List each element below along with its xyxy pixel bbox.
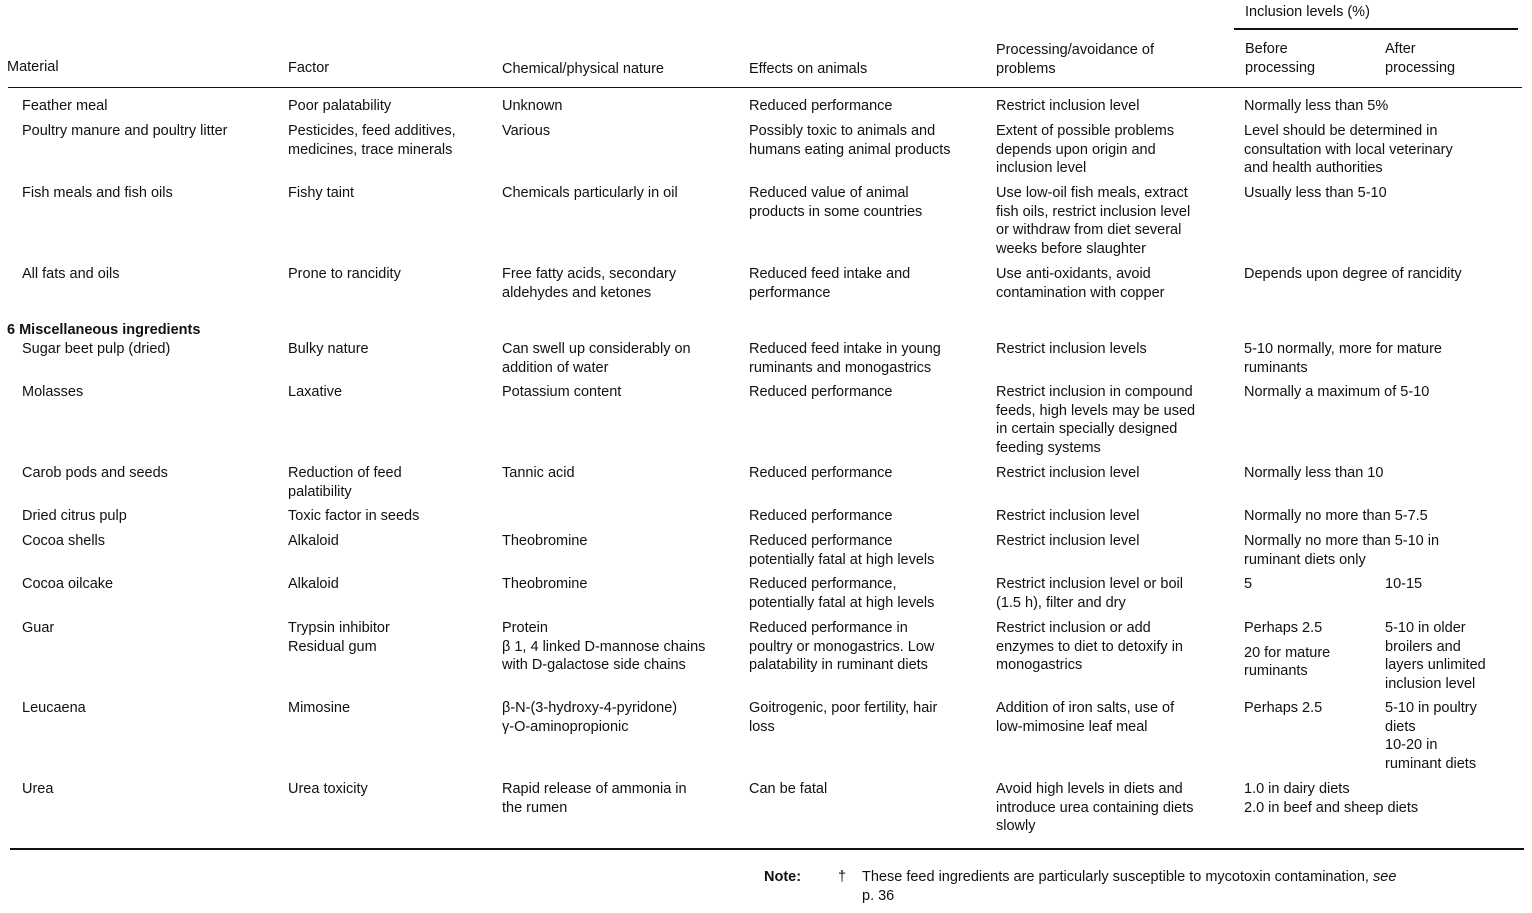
cell-material [22,507,127,526]
cell-line: loss [749,718,775,735]
cell-material [22,699,86,718]
cell-nature [502,265,676,302]
cell-line: 5 [1244,576,1253,592]
cell-line: Avoid high levels in diets and [996,781,1183,797]
cell-material [22,532,105,551]
cell-line: β-N-(3-hydroxy-4-pyridone) [502,700,678,716]
cell-line: ruminant diets only [1244,551,1366,568]
cell-factor [288,575,339,594]
cell-material [22,97,107,116]
cell-nature [502,97,562,116]
cell-factor [288,532,339,551]
cell-nature [502,532,587,551]
cell-line: Reduced performance in [749,620,908,636]
cell-factor [288,97,391,116]
cell-line: Bulky nature [288,341,369,357]
cell-factor [288,464,402,501]
cell-factor [288,619,390,656]
header-after-processing: After processing [1385,41,1456,76]
cell-processing [996,184,1190,258]
cell-processing [996,699,1174,736]
cell-effects [749,97,892,116]
cell-material [22,265,120,284]
cell-line: Feather meal [22,98,108,114]
cell-effects [749,619,934,675]
cell-processing [996,464,1139,483]
cell-line: 2.0 in beef and sheep diets [1244,799,1419,816]
cell-line: monogastrics [996,657,1083,673]
cell-line: aldehydes and ketones [502,284,652,301]
cell-before [1244,507,1428,526]
cell-line: Protein [502,620,548,636]
cell-line: 10-20 in [1385,737,1438,753]
cell-line: ruminant diets [1385,755,1477,772]
cell-line: Alkaloid [288,576,339,592]
cell-line: slowly [996,818,1036,834]
cell-before [1244,619,1330,681]
cell-line: Reduction of feed [288,465,402,481]
cell-line: consultation with local veterinary [1244,141,1453,158]
cell-line: or withdraw from diet several [996,222,1182,238]
cell-line: inclusion level [996,160,1087,176]
cell-line: poultry or monogastrics. Low [749,638,935,655]
cell-nature [502,383,621,402]
cell-before [1244,122,1453,178]
cell-line: Perhaps 2.5 [1244,700,1323,716]
cell-line: Use anti-oxidants, avoid [996,266,1151,282]
cell-material [22,780,53,799]
cell-line: Trypsin inhibitor [288,620,390,636]
cell-line: palatibility [288,483,352,500]
cell-before [1244,575,1252,594]
cell-line: enzymes to diet to detoxify in [996,638,1183,655]
cell-line: Reduced feed intake and [749,266,911,282]
cell-line: palatability in ruminant diets [749,657,928,673]
cell-factor [288,383,342,402]
cell-before [1244,532,1439,569]
cell-before [1244,265,1462,284]
cell-material [22,340,170,359]
cell-line: Toxic factor in seeds [288,508,420,524]
cell-line: feeding systems [996,439,1101,456]
cell-effects [749,464,892,483]
cell-line: Rapid release of ammonia in [502,781,687,797]
cell-line: Possibly toxic to animals and [749,123,936,139]
cell-line: Restrict inclusion or add [996,620,1151,636]
cell-line: Reduced performance, [749,576,897,592]
cell-line: Leucaena [22,700,86,716]
cell-line: Reduced feed intake in young [749,341,941,357]
cell-line: Restrict inclusion level or boil [996,576,1183,592]
cell-line: low-mimosine leaf meal [996,718,1148,735]
cell-line: ruminants and monogastrics [749,359,932,376]
cell-line: Normally less than 5% [1244,98,1389,114]
cell-processing [996,383,1195,457]
cell-line: Restrict inclusion levels [996,341,1147,357]
cell-line: Can be fatal [749,781,828,797]
cell-line: potentially fatal at high levels [749,551,935,568]
cell-processing [996,619,1183,675]
table-bottom-rule [10,848,1524,850]
cell-line: 5-10 in poultry [1385,700,1477,716]
cell-line: humans eating animal products [749,141,951,158]
cell-factor [288,184,354,203]
cell-line: Prone to rancidity [288,266,401,282]
header-rule [8,87,1522,88]
note-dagger: † [838,869,847,885]
cell-line: the rumen [502,799,568,816]
cell-line: Restrict inclusion level [996,98,1140,114]
cell-before [1244,699,1322,718]
cell-line: Poor palatability [288,98,392,114]
cell-line: performance [749,284,831,301]
cell-line: Mimosine [288,700,351,716]
cell-line: Laxative [288,384,343,400]
cell-line: feeds, high levels may be used [996,402,1196,419]
cell-line: Various [502,123,551,139]
cell-line: Alkaloid [288,533,339,549]
cell-line: diets [1385,718,1416,735]
cell-effects [749,184,922,221]
cell-processing [996,780,1194,836]
cell-factor [288,340,369,359]
cell-line: Urea toxicity [288,781,368,797]
cell-factor [288,699,350,718]
cell-line: Pesticides, feed additives, [288,123,456,139]
cell-line: Sugar beet pulp (dried) [22,341,171,357]
cell-nature [502,780,687,817]
cell-line: 5-10 normally, more for mature [1244,341,1442,357]
cell-line: Fishy taint [288,185,355,201]
cell-line: Addition of iron salts, use of [996,700,1175,716]
cell-effects [749,532,934,569]
cell-nature [502,575,587,594]
cell-line: Reduced performance [749,533,893,549]
cell-line: Carob pods and seeds [22,465,168,481]
cell-processing [996,265,1164,302]
cell-line: Restrict inclusion in compound [996,384,1193,400]
cell-line: Depends upon degree of rancidity [1244,266,1462,282]
cell-nature [502,122,550,141]
cell-line: β 1, 4 linked D-mannose chains [502,638,706,655]
cell-line: γ-O-aminopropionic [502,718,629,735]
cell-material [22,575,113,594]
cell-line: 20 for mature [1244,644,1331,661]
cell-nature [502,699,677,736]
cell-line: Potassium content [502,384,622,400]
cell-line: in certain specially designed [996,421,1178,437]
cell-processing [996,97,1139,116]
cell-line: Cocoa shells [22,533,106,549]
cell-effects [749,780,827,799]
cell-factor [288,780,368,799]
cell-line: Free fatty acids, secondary [502,266,677,282]
cell-effects [749,265,910,302]
cell-line: Reduced performance [749,98,893,114]
cell-line: Urea [22,781,54,797]
cell-line: Goitrogenic, poor fertility, hair [749,700,938,716]
cell-line: Poultry manure and poultry litter [22,123,228,139]
cell-line: Restrict inclusion level [996,465,1140,481]
cell-line: Dried citrus pulp [22,508,127,524]
cell-material [22,122,228,141]
cell-line: Residual gum [288,638,377,655]
cell-after [1385,619,1486,693]
cell-factor [288,265,401,284]
cell-nature [502,340,691,377]
header-effects: Effects on animals [749,61,868,77]
header-factor: Factor [288,60,330,76]
cell-effects [749,507,892,526]
cell-line: Cocoa oilcake [22,576,114,592]
cell-line: Normally no more than 5-10 in [1244,533,1440,549]
cell-processing [996,340,1147,359]
cell-before [1244,184,1387,203]
cell-line: potentially fatal at high levels [749,594,935,611]
cell-line: fish oils, restrict inclusion level [996,203,1191,220]
cell-material [22,383,83,402]
cell-line: Reduced performance [749,465,893,481]
cell-after [1385,575,1422,594]
cell-line: contamination with copper [996,284,1165,301]
cell-line: Can swell up considerably on [502,341,691,357]
cell-nature [502,464,575,483]
cell-after [1385,699,1477,773]
cell-processing [996,507,1139,526]
cell-line: 1.0 in dairy diets [1244,781,1350,797]
cell-material [22,619,54,638]
cell-line: Usually less than 5-10 [1244,185,1387,201]
cell-line: inclusion level [1385,675,1476,692]
section-heading: 6 Miscellaneous ingredients [7,322,201,338]
cell-line: Reduced performance [749,384,893,400]
cell-effects [749,122,951,159]
cell-line: 5-10 in older [1385,620,1466,636]
cell-line: addition of water [502,359,609,376]
cell-line: ruminants [1244,359,1308,376]
cell-factor [288,122,456,159]
cell-effects [749,699,937,736]
cell-before [1244,340,1442,377]
cell-line: Theobromine [502,533,588,549]
cell-line: Guar [22,620,55,636]
cell-line: products in some countries [749,203,923,220]
cell-before [1244,780,1418,817]
cell-line: depends upon origin and [996,141,1156,158]
note-text: These feed ingredients are particularly susceptible to mycotoxin contamination, see [862,869,1397,885]
cell-material [22,464,168,483]
cell-material [22,184,173,203]
cell-line: Restrict inclusion level [996,508,1140,524]
cell-line: with D-galactose side chains [502,657,686,673]
note-page: p. 36 [862,888,895,904]
cell-line: weeks before slaughter [996,240,1146,257]
cell-line: Reduced performance [749,508,893,524]
cell-processing [996,122,1174,178]
cell-line: Normally less than 10 [1244,465,1384,481]
cell-line: All fats and oils [22,266,120,282]
cell-line: medicines, trace minerals [288,141,453,158]
cell-line: Fish meals and fish oils [22,185,173,201]
cell-line: Chemicals particularly in oil [502,185,678,201]
cell-line: Normally no more than 5-7.5 [1244,508,1428,524]
cell-line: (1.5 h), filter and dry [996,594,1126,611]
cell-processing [996,575,1183,612]
cell-line: Perhaps 2.5 [1244,620,1323,636]
cell-nature [502,619,705,675]
cell-line: Tannic acid [502,465,575,481]
cell-line: Molasses [22,384,84,400]
cell-line: and health authorities [1244,160,1383,176]
cell-line: layers unlimited [1385,657,1486,673]
header-before-processing: Before processing [1245,41,1316,76]
cell-line: ruminants [1244,663,1308,679]
cell-line: Use low-oil fish meals, extract [996,185,1188,201]
cell-line: 10-15 [1385,576,1423,592]
cell-line: broilers and [1385,638,1461,655]
cell-line: Unknown [502,98,563,114]
inclusion-header-rule [1234,28,1518,30]
cell-before [1244,383,1429,402]
cell-line: Restrict inclusion level [996,533,1140,549]
note-label: Note: [764,869,802,885]
cell-effects [749,383,892,402]
header-material: Material [7,59,59,75]
cell-effects [749,575,934,612]
cell-line: Reduced value of animal [749,185,909,201]
inclusion-levels-heading: Inclusion levels (%) [1245,4,1370,20]
cell-before [1244,97,1388,116]
cell-effects [749,340,941,377]
cell-line: Normally a maximum of 5-10 [1244,384,1430,400]
cell-line: Theobromine [502,576,588,592]
cell-nature [502,184,678,203]
cell-factor [288,507,419,526]
cell-before [1244,464,1383,483]
cell-line: Level should be determined in [1244,123,1438,139]
header-nature: Chemical/physical nature [502,61,664,77]
cell-line: introduce urea containing diets [996,799,1194,816]
header-processing: Processing/avoidance of problems [996,42,1154,77]
cell-line: Extent of possible problems [996,123,1175,139]
cell-processing [996,532,1139,551]
